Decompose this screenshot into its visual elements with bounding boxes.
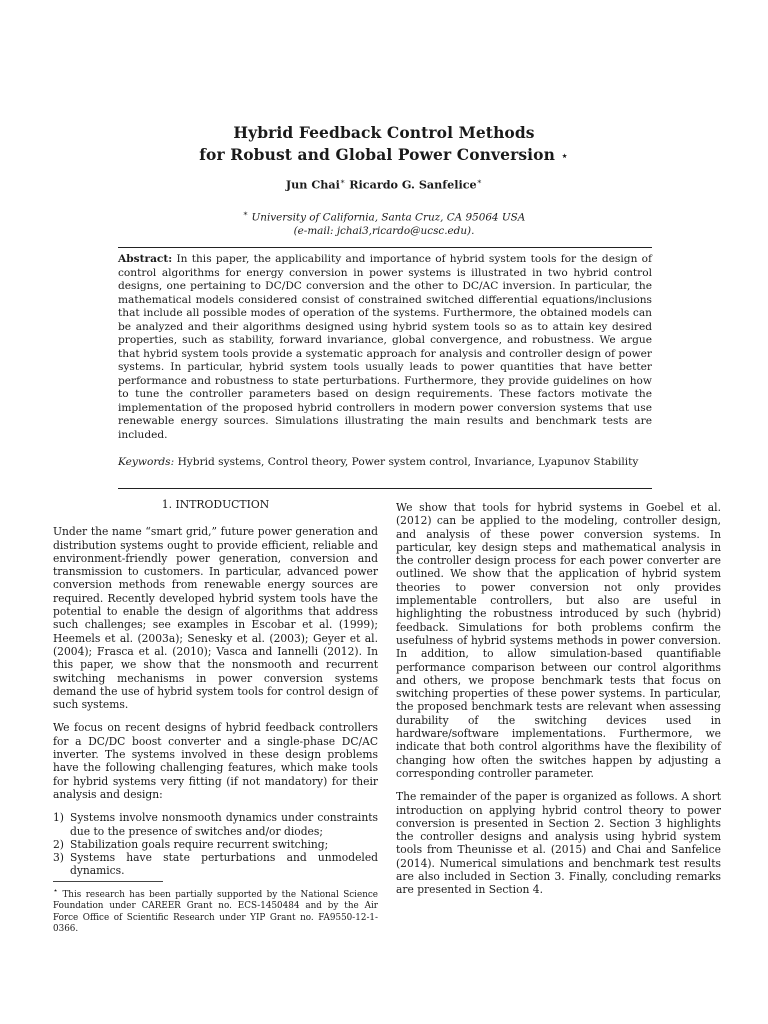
author-affil-mark: ∗ [476,177,483,186]
abstract-label: Abstract: [118,253,173,265]
title-line-2: for Robust and Global Power Conversion [199,145,555,164]
challenge-list [53,811,378,877]
list-item-number: 1) [53,811,64,825]
footnote-text: This research has been partially supported by the National Science Foundation under CAREER Grant no. ECS-1450484 and by the Air Force Office of Scientific Research under YIP Grant no. FA9550-12-1-0366. [53,889,379,934]
affiliation-line-1: University of California, Santa Cruz, CA 95064 USA [251,211,526,224]
paper-title [0,122,768,168]
list-item-number: 3) [53,851,64,865]
list-item [53,851,378,878]
list-item-text: Stabilization goals require recurrent switching; [70,837,329,851]
section-heading: 1. INTRODUCTION [161,498,270,511]
intro-paragraph-3: We show that tools for hybrid systems in Goebel et al. (2012) can be applied to the modeling, controller design, and analysis of these power conversion systems. In particular, key design steps and mathematical analysis in the controller design process for each power converter are outlined. We show that the application of hybrid system theories to power conversion not only provides implementable controllers, but also are useful in highlighting the robustness introduced by such (hybrid) feedback. Simulations for both problems confirm the usefulness of hybrid systems methods in power conversion. In addition, to allow simulation-based quantifiable performance comparison between our control algorithms and others, we propose benchmark tests that focus on switching properties of these power systems. In particular, the proposed benchmark tests are relevant when assessing durability of the switching devices used in hardware/software implementations. Furthermore, we indicate that both control algorithms have the flexibility of changing how often the switches happen by adjusting a corresponding controller parameter. [396,501,721,780]
intro-paragraph-1: Under the name “smart grid,” future power generation and distribution systems ought to provide efficient, reliable and environment-friendly power generation, conversion and transmission to customers. In particular, advanced power conversion methods from renewable energy sources are required. Recently developed hybrid system tools have the potential to enable the design of algorithms that address such challenges; see examples in Escobar et al. (1999); Heemels et al. (2003a); Senesky et al. (2003); Geyer et al. (2004); Frasca et al. (2010); Vasca and Iannelli (2012). In this paper, we show that the nonsmooth and recurrent switching mechanisms in power conversion systems demand the use of hybrid system tools for control design of such systems. [53,525,378,712]
keywords [118,456,652,470]
list-item-text: Systems involve nonsmooth dynamics under constraints due to the presence of switches and/or diodes; [70,811,378,838]
affiliation [0,207,768,238]
affiliation-mark: ∗ [242,209,249,218]
list-item-number: 2) [53,837,64,851]
author-name: Jun Chai [285,177,340,192]
author-name: Ricardo G. Sanfelice [349,177,477,192]
keywords-text: Hybrid systems, Control theory, Power system control, Invariance, Lyapunov Stability [177,456,639,468]
intro-paragraph-2: We focus on recent designs of hybrid feedback controllers for a DC/DC boost converter and a single-phase DC/AC inverter. The systems involved in these design problems have the following challenging features, which make tools for hybrid systems very fitting (if not mandatory) for their analysis and design: [53,721,378,801]
intro-paragraph-4: The remainder of the paper is organized as follows. A short introduction on applying hybrid control theory to power conversion is presented in Section 2. Section 3 highlights the controller designs and analysis using hybrid system tools from Theunisse et al. (2015) and Chai and Sanfelice (2014). Numerical simulations and benchmark test results are also included in Section 3. Finally, concluding remarks are presented in Section 4. [396,790,721,897]
author-list [0,177,768,192]
footnote-mark: ⋆ [53,886,59,895]
list-item-text: Systems have state perturbations and unmodeled dynamics. [70,851,378,878]
title-footnote-star: ⋆ [560,149,569,164]
keywords-label: Keywords: [118,456,175,468]
title-line-1: Hybrid Feedback Control Methods [233,123,535,142]
footnote-rule [53,881,163,882]
list-item [53,811,378,838]
footnote [53,885,378,935]
author-affil-mark: ∗ [339,177,346,186]
abstract-top-rule [118,247,652,248]
right-column [396,501,721,897]
affiliation-line-2: (e-mail: jchai3,ricardo@ucsc.edu). [293,225,475,238]
abstract-bottom-rule [118,488,652,489]
left-column [53,498,378,878]
list-item [53,838,378,851]
abstract-text: In this paper, the applicability and importance of hybrid system tools for the design of control algorithms for energy conversion in power systems is illustrated in two hybrid control designs, one pertaining to DC/DC conversion and the other to DC/AC inversion. In particular, the mathematical models considered consist of constrained switched differential equations/inclusions that include all possible modes of operation of the systems. Furthermore, the obtained models can be analyzed and their algorithms designed using hybrid system tools so as to attain key desired properties, such as stability, forward invariance, global convergence, and robustness. We argue that hybrid system tools provide a systematic approach for analysis and controller design of power systems. In particular, hybrid system tools usually leads to power quantities that have better performance and robustness to state perturbations. Furthermore, they provide guidelines on how to tune the controller parameters based on design requirements. These factors motivate the implementation of the proposed hybrid controllers in modern power conversion systems that use renewable energy sources. Simulations illustrating the main results and benchmark tests are included. [118,253,652,441]
abstract [118,253,652,442]
